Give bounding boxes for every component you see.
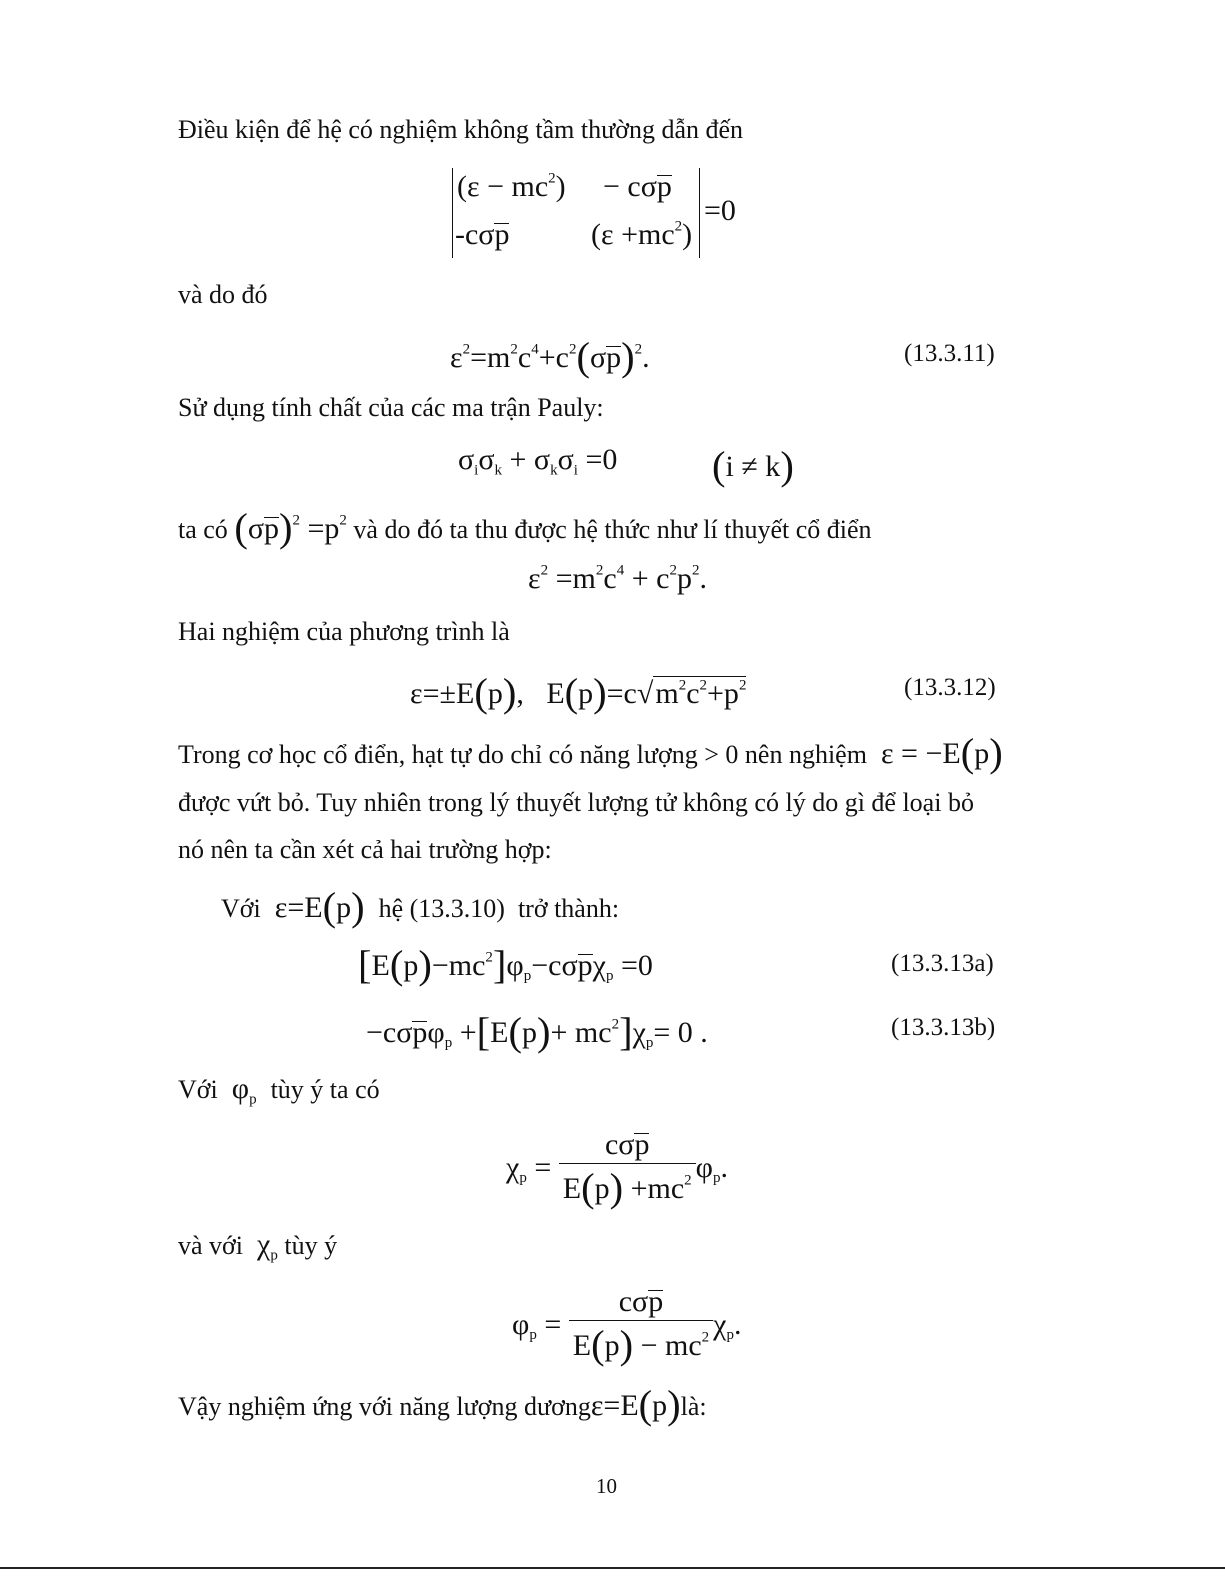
ta-co-label: ta có (178, 514, 228, 544)
phi-with-label: Với (178, 1075, 218, 1104)
paragraph-chi-arbitrary (178, 1228, 337, 1265)
solution-colon: là: (680, 1391, 707, 1421)
equation-pauly-condition: (i ≠ k) (712, 443, 794, 488)
equation-pauly-anticommutation: $\sigma_i\sigma_k + \sigma_k\sigma_i =0$ (458, 443, 618, 479)
equation-13b: $-c\sigma p\varphi_p +[E(p)+ mc^2]\chi_p= 0$ . (366, 1009, 708, 1054)
ta-co-continuation: và do đó ta thu được hệ thức như lí thuyết cổ điển (353, 514, 872, 544)
paragraph-ta-co (178, 505, 872, 552)
phi-arbitrary-text: tùy ý ta có (270, 1075, 380, 1104)
classical-mechanics-text: Trong cơ học cổ điển, hạt tự do chỉ có năng lượng > 0 nên nghiệm (178, 739, 867, 769)
paragraph-case-positive (221, 884, 619, 931)
bottom-rule (0, 1567, 1225, 1587)
equation-phi-p: $\varphi_p$ = $\frac{\text{cσp}}{E(p) - mc^2}$ $\chi_p$. (512, 1285, 742, 1367)
equation-classical-relation: $\varepsilon^2 =m^2c^4 + c^2p^2$. (528, 562, 707, 595)
inline-phi-p: $\varphi_p$ (224, 1072, 257, 1108)
inline-sigma-p-squared: $(\sigma p)^2 =p^2$ (234, 505, 347, 550)
chi-arbitrary-text: tùy ý (284, 1231, 338, 1260)
paragraph-two-solutions: Hai nghiệm của phương trình là (178, 617, 510, 646)
inline-negative-energy: ε = −E(p) (873, 730, 1003, 775)
equation-13a: $[E(p)-mc^2]\varphi_p-c\sigma p\chi_p =0$ (358, 942, 653, 987)
case-with-label: Với (221, 893, 261, 923)
inline-positive-energy: ε=E(p) (267, 884, 365, 929)
inline-epsilon-equals-e: ε=E(p) (590, 1382, 681, 1427)
solution-text: Vậy nghiệm ứng với năng lượng dương (178, 1391, 591, 1421)
paragraph-two-cases: nó nên ta cần xét cả hai trường hợp: (178, 835, 552, 864)
equation-energy-squared: $\varepsilon^2=m^2c^4+c^2(\sigma p)^2$. (450, 334, 650, 379)
case-system-ref: hệ (13.3.10) (378, 893, 505, 923)
matrix-cell-22: $(\varepsilon +mc^2)$ (591, 218, 693, 251)
case-becomes: trở thành: (517, 893, 620, 923)
determinant-equals-zero: =0 (704, 194, 736, 227)
page-number: 10 (596, 1474, 617, 1498)
equation-chi-p: $\chi_p$ = $\frac{\text{cσp}}{E(p) +mc^2}$ $\varphi_p$. (506, 1128, 728, 1210)
equation-number-13-3-13b: (13.3.13b) (891, 1014, 996, 1041)
equation-number-13-3-11: (13.3.11) (904, 340, 995, 367)
paragraph-quantum-theory: được vứt bỏ. Tuy nhiên trong lý thuyết lượng tử không có lý do gì để loại bỏ (178, 788, 974, 817)
chi-with-label: và với (178, 1231, 244, 1260)
paragraph-pauly: Sử dụng tính chất của các ma trận Pauly: (178, 393, 604, 422)
paragraph-phi-arbitrary (178, 1072, 380, 1109)
equation-energy-solutions: ε=±E(p), $E(p)=c√m^2c^2+p^2$ (410, 670, 747, 715)
equation-number-13-3-12: (13.3.12) (904, 674, 996, 701)
equation-number-13-3-13a: (13.3.13a) (891, 950, 994, 977)
paragraph-condition: Điều kiện để hệ có nghiệm không tầm thường dẫn đến (178, 115, 744, 144)
paragraph-classical-mechanics (178, 730, 1003, 777)
determinant-matrix (452, 168, 700, 258)
paragraph-therefore: và do đó (178, 280, 268, 309)
paragraph-positive-energy-solution (178, 1382, 707, 1429)
matrix-cell-11: $(\varepsilon - mc^2)$ (457, 170, 566, 203)
inline-chi-p: $\chi_p$ (249, 1228, 278, 1264)
matrix-cell-21: -cσp (455, 218, 510, 251)
matrix-cell-12: − cσp (603, 170, 672, 203)
